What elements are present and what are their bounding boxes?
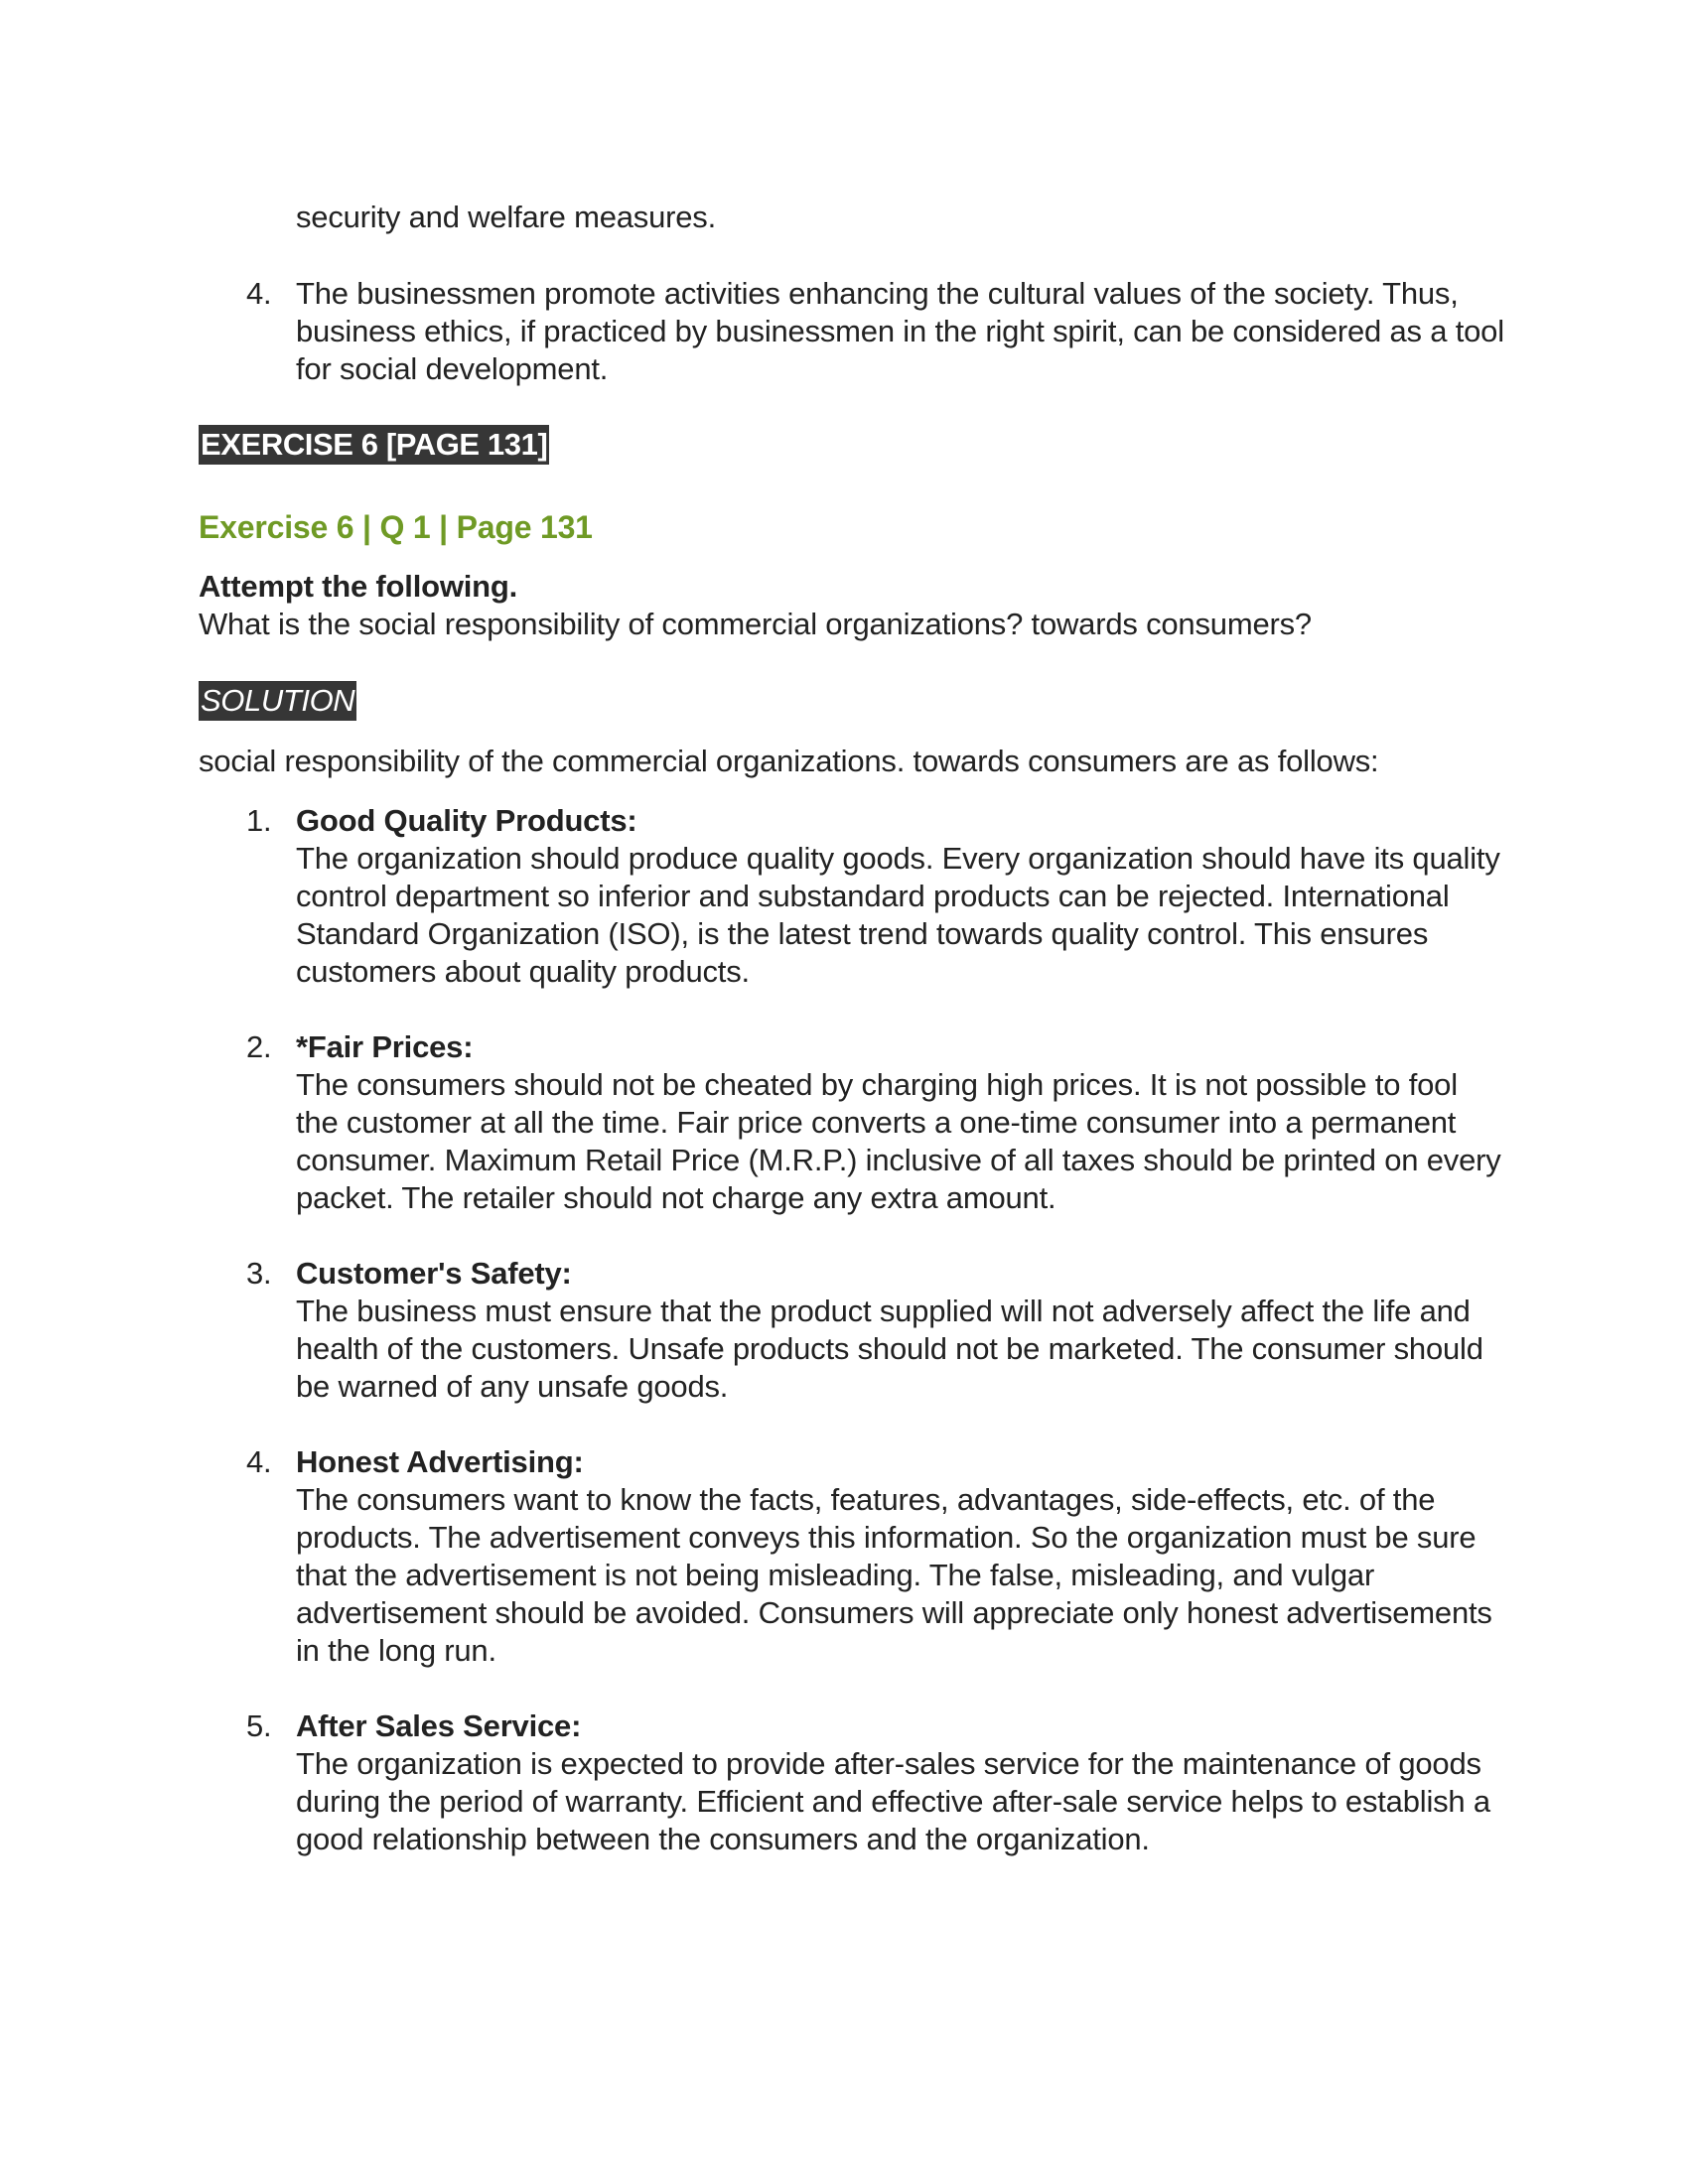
point-title: Good Quality Products: — [296, 803, 637, 838]
previous-list-item — [246, 275, 1507, 388]
solution-point-2 — [246, 1028, 1517, 1217]
solution-label: SOLUTION — [199, 681, 356, 721]
question-text: What is the social responsibility of commercial organizations? towards consumers? — [199, 607, 1312, 641]
continued-text: security and welfare measures. — [296, 200, 717, 234]
question-block — [199, 568, 1509, 643]
list-number: 2. — [246, 1029, 272, 1064]
list-item-text: The businessmen promote activities enhancing the cultural values of the society. Thus, business ethics, if practiced by businessmen in the right spirit, can be considered as a tool for social development. — [296, 276, 1504, 386]
point-title: After Sales Service: — [296, 1708, 582, 1743]
list-number: 4. — [246, 276, 272, 311]
list-number: 1. — [246, 803, 272, 838]
point-text: The business must ensure that the product supplied will not adversely affect the life and health of the customers. Unsafe products should not be marketed. The consumer should be warned of any unsafe goods. — [296, 1294, 1483, 1404]
list-number: 4. — [246, 1444, 272, 1479]
solution-point-4 — [246, 1443, 1517, 1670]
solution-point-1 — [246, 802, 1517, 991]
exercise-banner: EXERCISE 6 [PAGE 131] — [199, 425, 549, 465]
list-number: 5. — [246, 1708, 272, 1743]
attempt-heading: Attempt the following. — [199, 569, 518, 604]
point-text: The organization should produce quality goods. Every organization should have its quality control department so inferior and substandard products can be rejected. International Standard Organization (ISO), is the latest trend towards quality control. This ensures customers about quality products. — [296, 841, 1500, 989]
solution-point-3 — [246, 1255, 1517, 1406]
list-number: 3. — [246, 1256, 272, 1291]
solution-intro: social responsibility of the commercial organizations. towards consumers are as follows: — [199, 744, 1379, 778]
question-reference: Exercise 6 | Q 1 | Page 131 — [199, 509, 593, 545]
point-title: Honest Advertising: — [296, 1444, 584, 1479]
solution-points — [246, 802, 1517, 1896]
solution-point-5 — [246, 1707, 1517, 1858]
point-text: The organization is expected to provide after-sales service for the maintenance of goods during the period of warranty. Efficient and effective after-sale service helps to establish a good relationship between the consumers and the organization. — [296, 1746, 1490, 1856]
point-text: The consumers want to know the facts, features, advantages, side-effects, etc. of the products. The advertisement conveys this information. So the organization must be sure that the advertisement is not being misleading. The false, misleading, and vulgar advertisement should be avoided. Consumers will appreciate only honest advertisements in the long run. — [296, 1482, 1492, 1668]
point-title: *Fair Prices: — [296, 1029, 474, 1064]
point-title: Customer's Safety: — [296, 1256, 572, 1291]
point-text: The consumers should not be cheated by charging high prices. It is not possible to fool the customer at all the time. Fair price converts a one-time consumer into a permanent consumer. Maximum Retail Price (M.R.P.) inclusive of all taxes should be printed on every packet. The retailer should not charge any extra amount. — [296, 1067, 1501, 1215]
